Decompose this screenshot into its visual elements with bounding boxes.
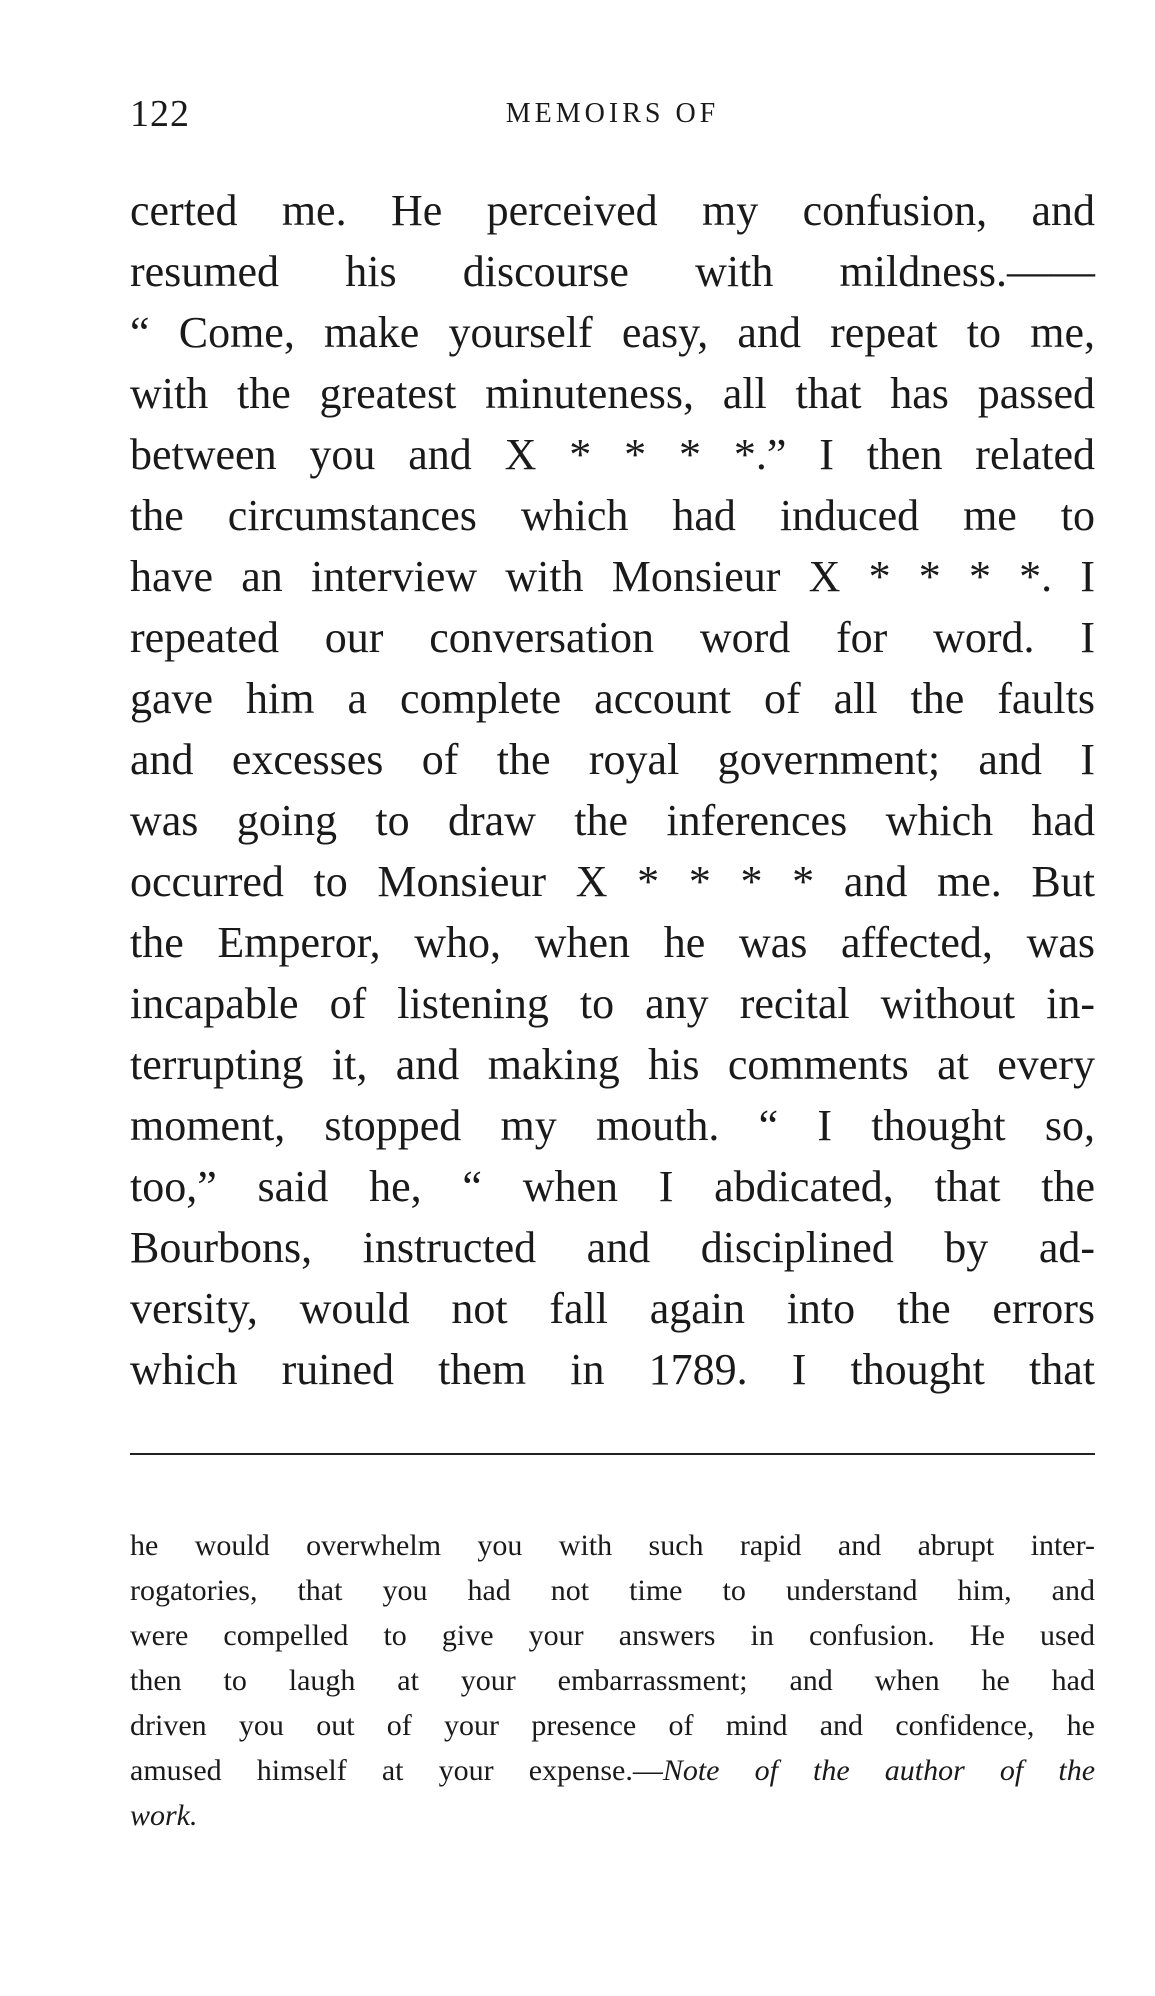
text-line: the Emperor, who, when he was affected, was xyxy=(130,918,1095,967)
text-line: resumed his discourse with mildness.—— xyxy=(130,247,1095,296)
footnote-line: rogatories, that you had not time to understand him, and xyxy=(130,1574,1095,1607)
footnote-line: driven you out of your presence of mind and confidence, he xyxy=(130,1709,1095,1742)
running-head xyxy=(130,92,1095,138)
text-line: “ Come, make yourself easy, and repeat to me, xyxy=(130,308,1095,357)
footnote-text: amused himself at your expense.— xyxy=(130,1754,663,1787)
text-line: was going to draw the inferences which had xyxy=(130,796,1095,845)
text-line: gave him a complete account of all the faults xyxy=(130,674,1095,723)
footnote-attribution-end: work. xyxy=(130,1799,198,1832)
text-line: certed me. He perceived my confusion, and xyxy=(130,186,1095,235)
main-text xyxy=(130,180,1095,1400)
running-title: MEMOIRS OF xyxy=(505,98,720,129)
text-line: the circumstances which had induced me to xyxy=(130,491,1095,540)
text-line: and excesses of the royal government; and I xyxy=(130,735,1095,784)
footnote-line xyxy=(130,1793,1095,1838)
text-line: incapable of listening to any recital without in- xyxy=(130,979,1095,1028)
text-line: terrupting it, and making his comments at every xyxy=(130,1040,1095,1089)
footnote-line xyxy=(130,1748,1095,1793)
text-line: too,” said he, “ when I abdicated, that the xyxy=(130,1162,1095,1211)
footnote-attribution: Note of the author of the xyxy=(662,1754,1096,1787)
text-line: with the greatest minuteness, all that has passed xyxy=(130,369,1095,418)
text-line: occurred to Monsieur X * * * * and me. But xyxy=(130,857,1095,906)
footnote xyxy=(130,1523,1095,1838)
footnote-line: were compelled to give your answers in confusion. He used xyxy=(130,1619,1095,1652)
text-line: moment, stopped my mouth. “ I thought so, xyxy=(130,1101,1095,1150)
text-line: between you and X * * * *.” I then related xyxy=(130,430,1095,479)
footnote-line: he would overwhelm you with such rapid and abrupt inter- xyxy=(130,1529,1095,1562)
footnote-divider xyxy=(130,1453,1095,1455)
text-line: versity, would not fall again into the errors xyxy=(130,1284,1095,1333)
text-line: repeated our conversation word for word. I xyxy=(130,613,1095,662)
footnote-line: then to laugh at your embarrassment; and when he had xyxy=(130,1664,1095,1697)
text-line: Bourbons, instructed and disciplined by ad- xyxy=(130,1223,1095,1272)
text-line: which ruined them in 1789. I thought that xyxy=(130,1345,1095,1394)
text-line: have an interview with Monsieur X * * * *. I xyxy=(130,552,1095,601)
page-number: 122 xyxy=(130,93,190,135)
